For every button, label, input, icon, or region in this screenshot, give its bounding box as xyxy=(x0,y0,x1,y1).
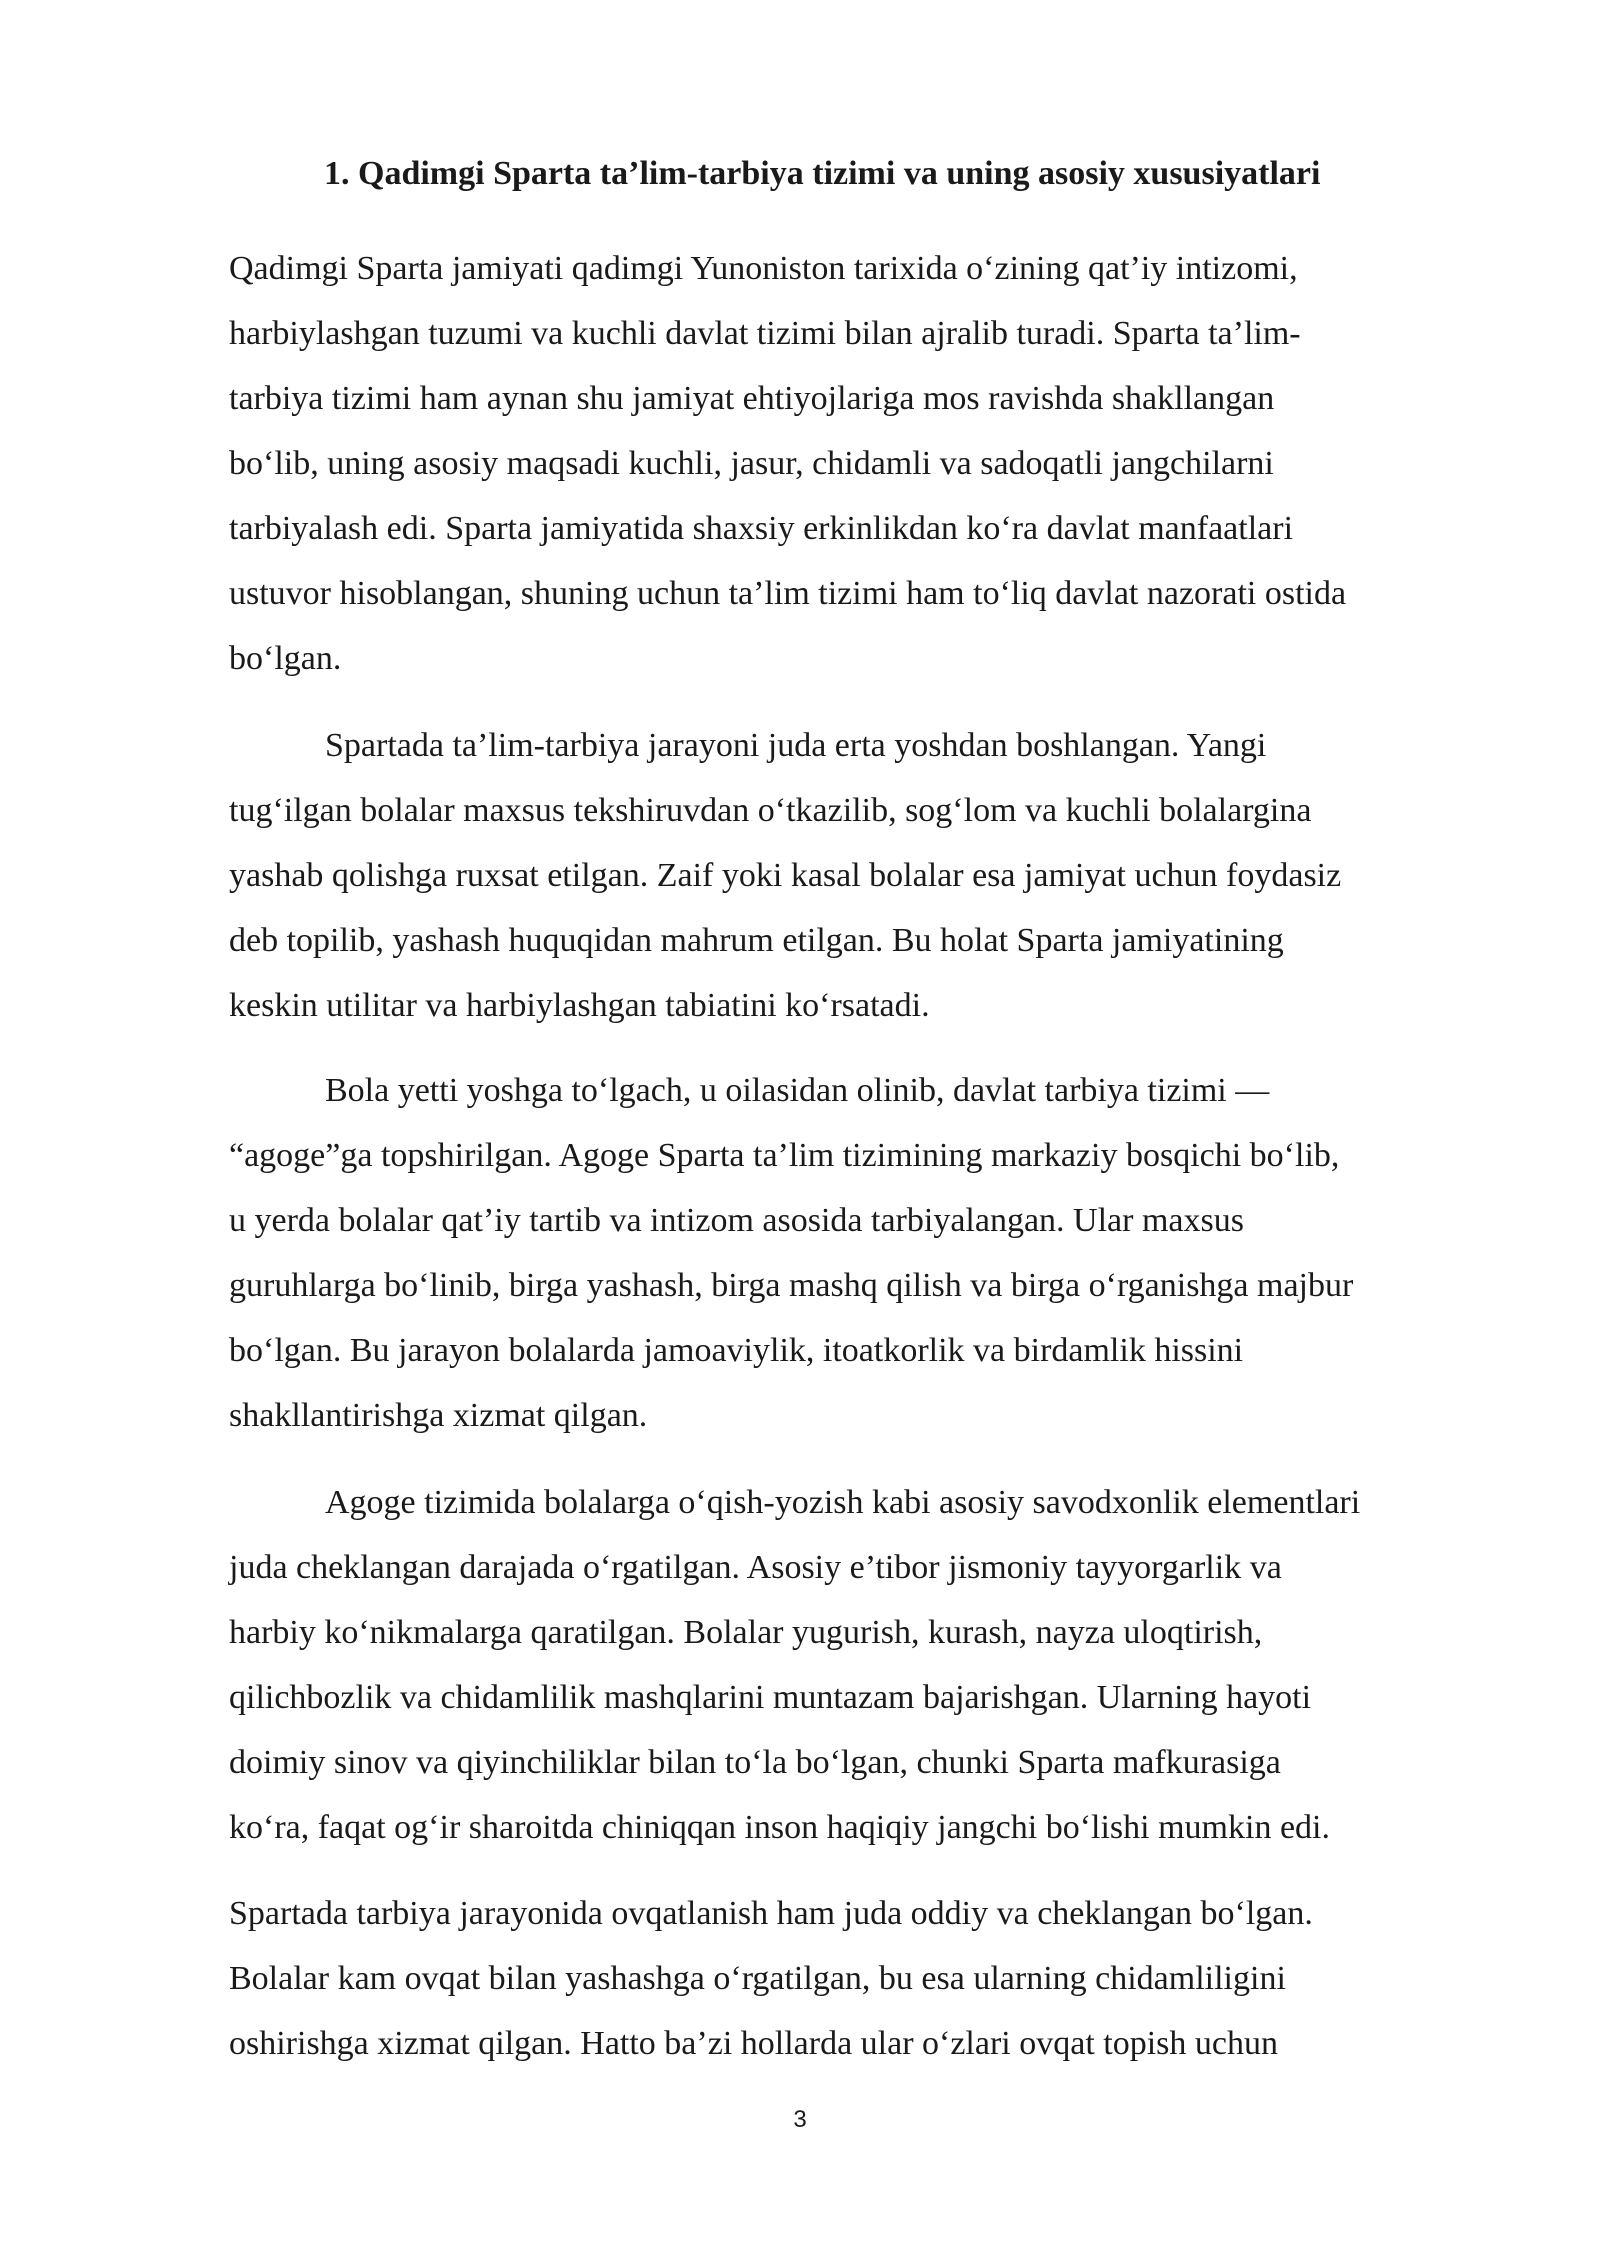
text-line: u yerda bolalar qat’iy tartib va intizom asosida tarbiyalangan. Ular maxsus xyxy=(229,1202,1244,1239)
paragraph-5 xyxy=(229,1881,1491,2076)
page-number: 3 xyxy=(793,2106,807,2133)
text-line: qilichbozlik va chidamlilik mashqlarini muntazam bajarishgan. Ularning hayoti xyxy=(229,1679,1312,1716)
text-line: koʻra, faqat ogʻir sharoitda chiniqqan inson haqiqiy jangchi boʻlishi mumkin edi. xyxy=(229,1809,1330,1846)
paragraph-2 xyxy=(229,713,1491,1038)
text-line: Agoge tizimida bolalarga oʻqish-yozish kabi asosiy savodxonlik elementlari xyxy=(325,1484,1361,1521)
text-line: ustuvor hisoblangan, shuning uchun ta’lim tizimi ham toʻliq davlat nazorati ostida xyxy=(229,575,1347,612)
text-line: “agoge”ga topshirilgan. Agoge Sparta ta’lim tizimining markaziy bosqichi boʻlib, xyxy=(229,1137,1340,1174)
text-line: harbiy koʻnikmalarga qaratilgan. Bolalar yugurish, kurash, nayza uloqtirish, xyxy=(229,1614,1263,1651)
text-line: tarbiyalash edi. Sparta jamiyatida shaxsiy erkinlikdan koʻra davlat manfaatlari xyxy=(229,510,1294,547)
text-line: Qadimgi Sparta jamiyati qadimgi Yunoniston tarixida oʻzining qat’iy intizomi, xyxy=(229,250,1298,287)
text-line: oshirishga xizmat qilgan. Hatto ba’zi hollarda ular oʻzlari ovqat topish uchun xyxy=(229,2025,1278,2062)
paragraph-1 xyxy=(229,236,1491,691)
text-line: boʻlgan. Bu jarayon bolalarda jamoaviylik, itoatkorlik va birdamlik hissini xyxy=(229,1332,1244,1369)
text-line: boʻlgan. xyxy=(229,640,342,677)
text-line: boʻlib, uning asosiy maqsadi kuchli, jasur, chidamli va sadoqatli jangchilarni xyxy=(229,445,1274,482)
paragraph-3 xyxy=(229,1058,1491,1448)
section-heading: 1. Qadimgi Sparta ta’lim-tarbiya tizimi va uning asosiy xususiyatlari xyxy=(324,155,1321,192)
text-line: Spartada ta’lim-tarbiya jarayoni juda erta yoshdan boshlangan. Yangi xyxy=(325,727,1267,764)
text-line: keskin utilitar va harbiylashgan tabiatini koʻrsatadi. xyxy=(229,987,930,1024)
text-line: harbiylashgan tuzumi va kuchli davlat tizimi bilan ajralib turadi. Sparta ta’lim- xyxy=(229,315,1301,352)
paragraph-4 xyxy=(229,1470,1491,1860)
text-line: yashab qolishga ruxsat etilgan. Zaif yoki kasal bolalar esa jamiyat uchun foydasiz xyxy=(229,857,1342,894)
text-line: Bola yetti yoshga toʻlgach, u oilasidan olinib, davlat tarbiya tizimi — xyxy=(325,1072,1270,1109)
text-line: Bolalar kam ovqat bilan yashashga oʻrgatilgan, bu esa ularning chidamliligini xyxy=(229,1960,1286,1997)
text-line: Spartada tarbiya jarayonida ovqatlanish ham juda oddiy va cheklangan boʻlgan. xyxy=(229,1895,1313,1932)
text-line: shakllantirishga xizmat qilgan. xyxy=(229,1397,648,1434)
text-line: tugʻilgan bolalar maxsus tekshiruvdan oʻtkazilib, sogʻlom va kuchli bolalargina xyxy=(229,792,1312,829)
text-line: tarbiya tizimi ham aynan shu jamiyat ehtiyojlariga mos ravishda shakllangan xyxy=(229,380,1275,417)
text-line: deb topilib, yashash huquqidan mahrum etilgan. Bu holat Sparta jamiyatining xyxy=(229,922,1284,959)
text-line: juda cheklangan darajada oʻrgatilgan. Asosiy e’tibor jismoniy tayyorgarlik va xyxy=(229,1549,1282,1586)
text-line: guruhlarga boʻlinib, birga yashash, birga mashq qilish va birga oʻrganishga majbur xyxy=(229,1267,1354,1304)
text-line: doimiy sinov va qiyinchiliklar bilan toʻla boʻlgan, chunki Sparta mafkurasiga xyxy=(229,1744,1281,1781)
